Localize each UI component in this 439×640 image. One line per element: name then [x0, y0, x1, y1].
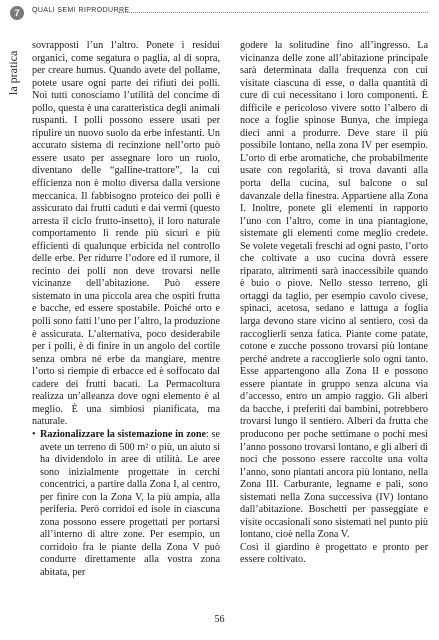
- running-title: QUALI SEMI RIPRODURRE: [32, 7, 130, 14]
- chapter-number-badge: 7: [10, 6, 24, 20]
- body-paragraph: sovrapposti l’un l’altro. Ponete i residui organici, come segatura o paglia, al di sopra, per creare humus. Quando avete del pollame, potete usare ogni parte dei rifiuti dei polli. Noi tutti conosciamo l’utilità del concime di pollo, questa è una caratteristica degli animali ruspanti. I polli possono essere usati per ripulire un nuovo suolo da erbe infestanti. Un accurato sistema di recinzione nell’orto può essere usato per assegnare loro un ruolo, diventano delle “galline-trattore”, la cui efficienza non è molto diversa dalla versione meccanica. Il fabbisogno proteico dei polli è assicurato dai frutti caduti e dai vermi (questo arresta il ciclo frutto-insetto), il loro naturale comportamento li rende più sicuri e più efficienti di qualunque erbicida nel controllo delle erbe. Per ridurre l’odore ed il rumore, il recinto dei polli non deve trovarsi nelle vicinanze dell’abitazione. Può essere sistemato in una piccola area che ospiti frutta e bacche, ed essere spostabile. Poiché orto e polli sono fatti l’uno per l’altro, la produzione è assicurata. L’alternativa, poco desiderabile per i polli, è di finire in un angolo del cortile senza ombra né erbe da mangiare, mentre l’orto si riempie di erbacce ed è soffocato dal cadere dei frutti bacati. La Permacoltura realizza un’alleanza dove ogni elemento è al meglio. È una simbiosi pianificata, ma naturale.: [32, 40, 220, 428]
- body-paragraph-closing: Così il giardino è progettato e pronto per essere coltivato.: [240, 541, 428, 566]
- running-header: [10, 6, 430, 20]
- left-text-column: [32, 40, 220, 580]
- bullet-text: : se avete un terreno di 500 m² o più, un aiuto si ha dividendolo in aree di utilità. Le aree sono inizialmente progettate in cerchi concentrici, a partire dalla Zona I, al centro, per finire con la Zona V, la più ampia, alla periferia. Però corridoi ed isole in ciascuna zona possono essere progettati per portarsi all’interno di altre zone. Per esempio, un corridoio fra le piante della Zona V può condurre direttamente alla vostra zona abitata, per: [40, 428, 220, 578]
- body-paragraph: godere la solitudine fino all’ingresso. La vicinanza delle zone all’abitazione principale sarà determinata dalla frequenza con cui visitate ciascuna di esse, o dalla quantità di cure di cui necessitano i loro componenti. È difficile e pericoloso vivere sotto l’albero di noce a foglie spinose Bunya, che impiega dieci anni a produrre. Deve stare il più possibile lontano, nella zona IV per esempio. L’orto di erbe aromatiche, che probabilmente usate con regolarità, si trova davanti alla porta della cucina, sul balcone o sul davanzale della finestra. Appartiene alla Zona I. Inoltre, ponete gli elementi in rapporto l’uno con l’altro, come in una piantagione, sistemate gli elementi come meglio credete. Se volete vegetali freschi ad ogni pasto, l’orto che coltivate a uso cucina dovrà essere riparato, altrimenti sarà inaccessibile quando è buio o piove. Nello stesso terreno, gli ortaggi da taglio, per esempio cavolo civese, spinaci, acetosa, sedano e lattuga a foglia larga devono stare vicino al sentiero, così da raccoglierli senza fatica. Piante come patate, cotone e zucche possono trovarsi più lontane perché andrete a raccoglierle solo ogni tanto. Esse appartengono alla Zona II e possono essere piantate in gruppo senza alcuna via d’accesso, entro un ampio raggio. Gli alberi da bacche, i preferiti dai bambini, potrebbero trovarsi lungo il sentiero. Alberi da frutta che producono per poche settimane o pochi mesi l’anno possono trovarsi lontano, e gli alberi di noci che possono essere raccolte una volta l’anno, sono piantati ancora più lontano, nella Zona III. Carburante, legname e pali, sono sistemati nella Zona successiva (IV) lontano dall’abitazione. Boschetti per passeggiate e visite occasionali sono sistemati nel punto più lontano, cioè nella Zona V.: [240, 40, 428, 541]
- bullet-heading: Razionalizzare la sistemazione in zone: [40, 428, 207, 440]
- section-side-tab-label: la pratica: [6, 50, 20, 96]
- bullet-paragraph: [32, 429, 220, 580]
- page-number: 56: [214, 614, 225, 625]
- bullet-mark: •: [32, 428, 36, 440]
- section-side-tab: [6, 28, 24, 118]
- header-dotted-rule: [118, 12, 428, 13]
- right-text-column: [240, 40, 428, 567]
